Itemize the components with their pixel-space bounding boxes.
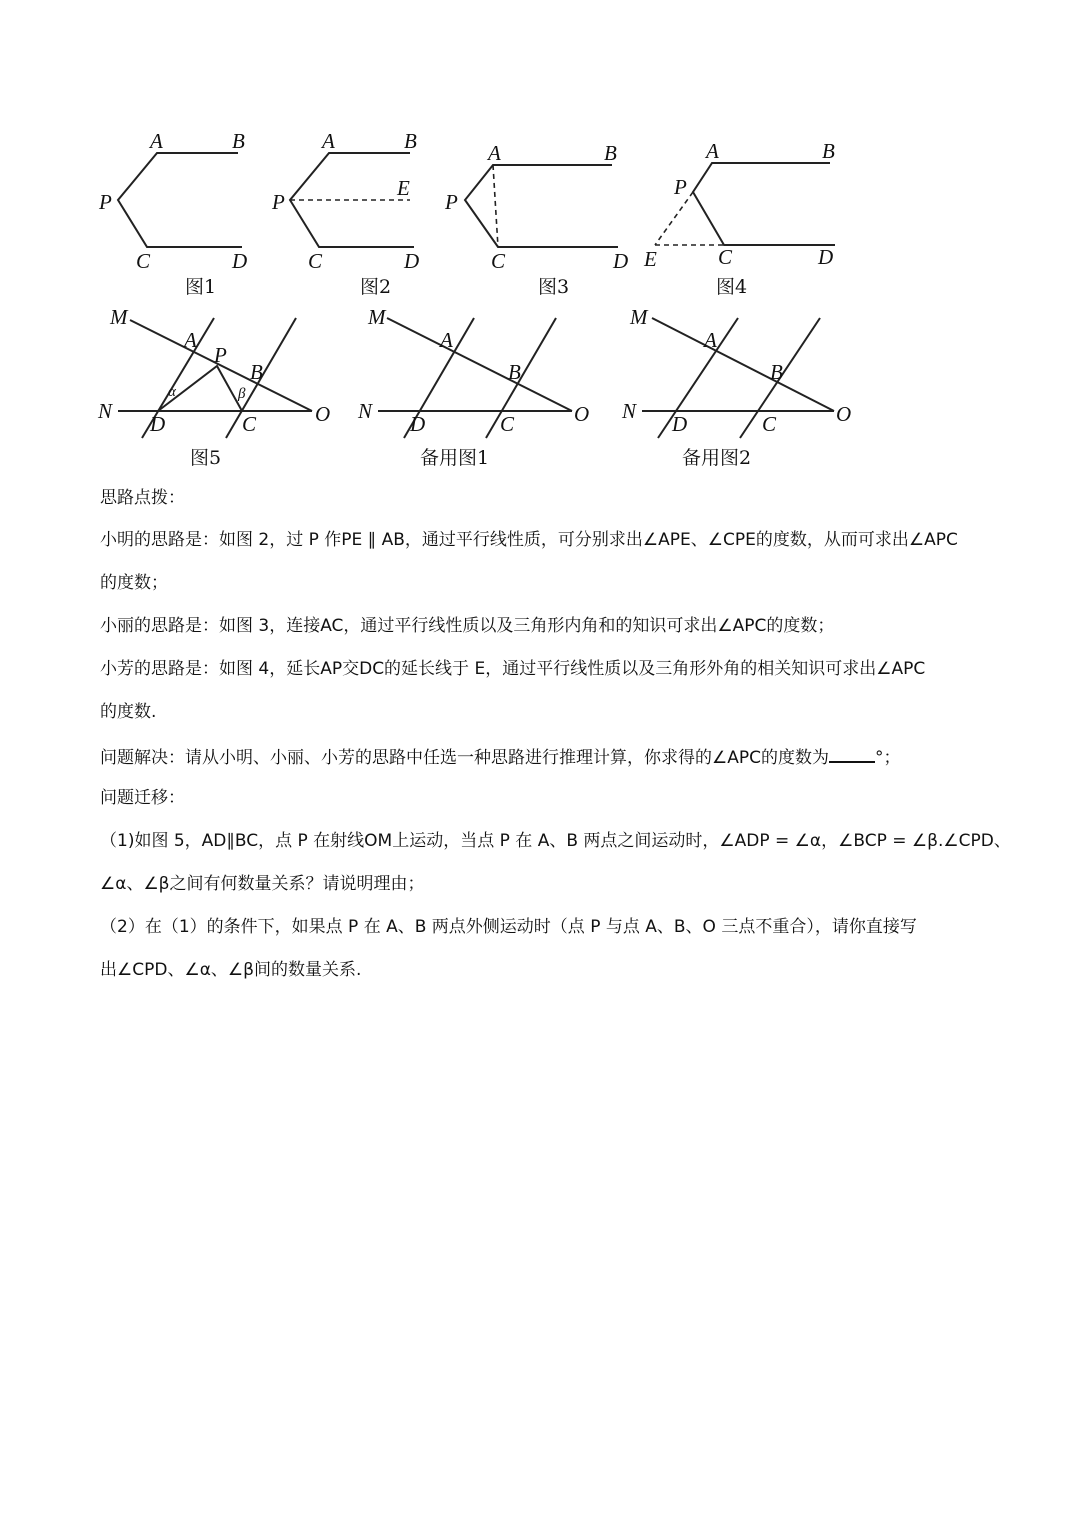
li-line: 小丽的思路是：如图 3，连接AC，通过平行线性质以及三角形内角和的知识可求出∠APC的度数； (100, 616, 835, 636)
figure-5 (97, 305, 330, 469)
fig5-label-O: O (315, 402, 331, 426)
fig1-label-P: P (99, 190, 112, 214)
ming-line-1: 小明的思路是：如图 2，过 P 作PE ∥ AB，通过平行线性质，可分别求出∠APE、∠CPE的度数，从而可求出∠APC (100, 530, 958, 550)
fig4-caption: 图4 (716, 276, 748, 298)
spare1-label-B: B (508, 360, 521, 384)
fig1-label-D: D (232, 249, 248, 273)
solve-suffix: °； (875, 748, 901, 768)
fig5-label-alpha: α (168, 384, 176, 400)
spare2-label-B: B (770, 360, 783, 384)
spare2-label-D: D (672, 412, 688, 436)
fig1-label-C: C (136, 249, 151, 273)
transfer-title: 问题迁移： (100, 788, 185, 808)
figure-1 (98, 129, 247, 298)
fig5-caption: 图5 (190, 447, 222, 469)
fig4-label-E: E (644, 247, 657, 271)
q2-line-2: 出∠CPD、∠α、∠β间的数量关系. (100, 960, 362, 980)
q1-line-1: （1)如图 5，AD∥BC，点 P 在射线OM上运动，当点 P 在 A、B 两点之间运动时，∠ADP = ∠α，∠BCP = ∠β.∠CPD、 (100, 831, 1011, 851)
fig2-label-B: B (404, 129, 417, 153)
spare1-label-O: O (574, 402, 590, 426)
spare1-label-N: N (358, 399, 373, 423)
q1-line-2: ∠α、∠β之间有何数量关系？请说明理由； (100, 874, 425, 894)
fig4-label-P: P (674, 175, 687, 199)
spare1-label-D: D (410, 412, 426, 436)
fig5-label-N: N (98, 399, 113, 423)
fig4-label-B: B (822, 139, 835, 163)
q2-line-1: （2）在（1）的条件下，如果点 P 在 A、B 两点外侧运动时（点 P 与点 A、B、O 三点不重合），请你直接写 (100, 917, 917, 937)
fig2-label-E: E (397, 176, 410, 200)
fig2-label-D: D (404, 249, 420, 273)
spare-figure-2 (621, 305, 851, 469)
fig2-label-C: C (308, 249, 323, 273)
spare2-label-M: M (630, 305, 648, 329)
spare1-caption: 备用图1 (420, 447, 490, 469)
fig5-label-M: M (110, 305, 128, 329)
spare2-label-O: O (836, 402, 852, 426)
solve-text: 问题解决：请从小明、小丽、小芳的思路中任选一种思路进行推理计算，你求得的∠APC的度数为 (100, 748, 829, 768)
fig3-label-B: B (604, 141, 617, 165)
fig1-label-A: A (150, 129, 163, 153)
spare2-caption: 备用图2 (682, 447, 752, 469)
hint-title: 思路点拨： (100, 488, 185, 508)
fig5-label-C: C (242, 412, 257, 436)
solve-line (100, 743, 990, 770)
fig1-caption: 图1 (185, 276, 217, 298)
fig4-label-D: D (818, 245, 834, 269)
fang-line-2: 的度数. (100, 702, 157, 722)
fig2-label-A: A (322, 129, 335, 153)
fig1-label-B: B (232, 129, 245, 153)
fig4-label-C: C (718, 245, 733, 269)
fig3-label-A: A (488, 141, 501, 165)
fig3-label-C: C (491, 249, 506, 273)
fig3-label-D: D (613, 249, 629, 273)
fig5-label-B: B (250, 360, 263, 384)
figure-2 (271, 129, 419, 298)
spare1-label-C: C (500, 412, 515, 436)
fang-line-1: 小芳的思路是：如图 4，延长AP交DC的延长线于 E，通过平行线性质以及三角形外角的相关知识可求出∠APC (100, 659, 926, 679)
answer-blank[interactable] (829, 743, 875, 763)
spare2-label-A: A (704, 328, 717, 352)
fig4-label-A: A (706, 139, 719, 163)
figure-4 (643, 139, 835, 298)
fig5-label-beta: β (238, 386, 246, 402)
spare2-label-C: C (762, 412, 777, 436)
fig3-label-P: P (445, 190, 458, 214)
fig5-label-P: P (214, 343, 227, 367)
fig5-label-A: A (184, 328, 197, 352)
fig2-caption: 图2 (360, 276, 392, 298)
ming-line-2: 的度数； (100, 573, 168, 593)
fig5-label-D: D (150, 412, 166, 436)
spare1-label-M: M (368, 305, 386, 329)
fig2-label-P: P (272, 190, 285, 214)
fig3-caption: 图3 (538, 276, 570, 298)
figure-3 (444, 141, 628, 298)
spare2-label-N: N (622, 399, 637, 423)
spare1-label-A: A (440, 328, 453, 352)
spare-figure-1 (357, 305, 589, 469)
